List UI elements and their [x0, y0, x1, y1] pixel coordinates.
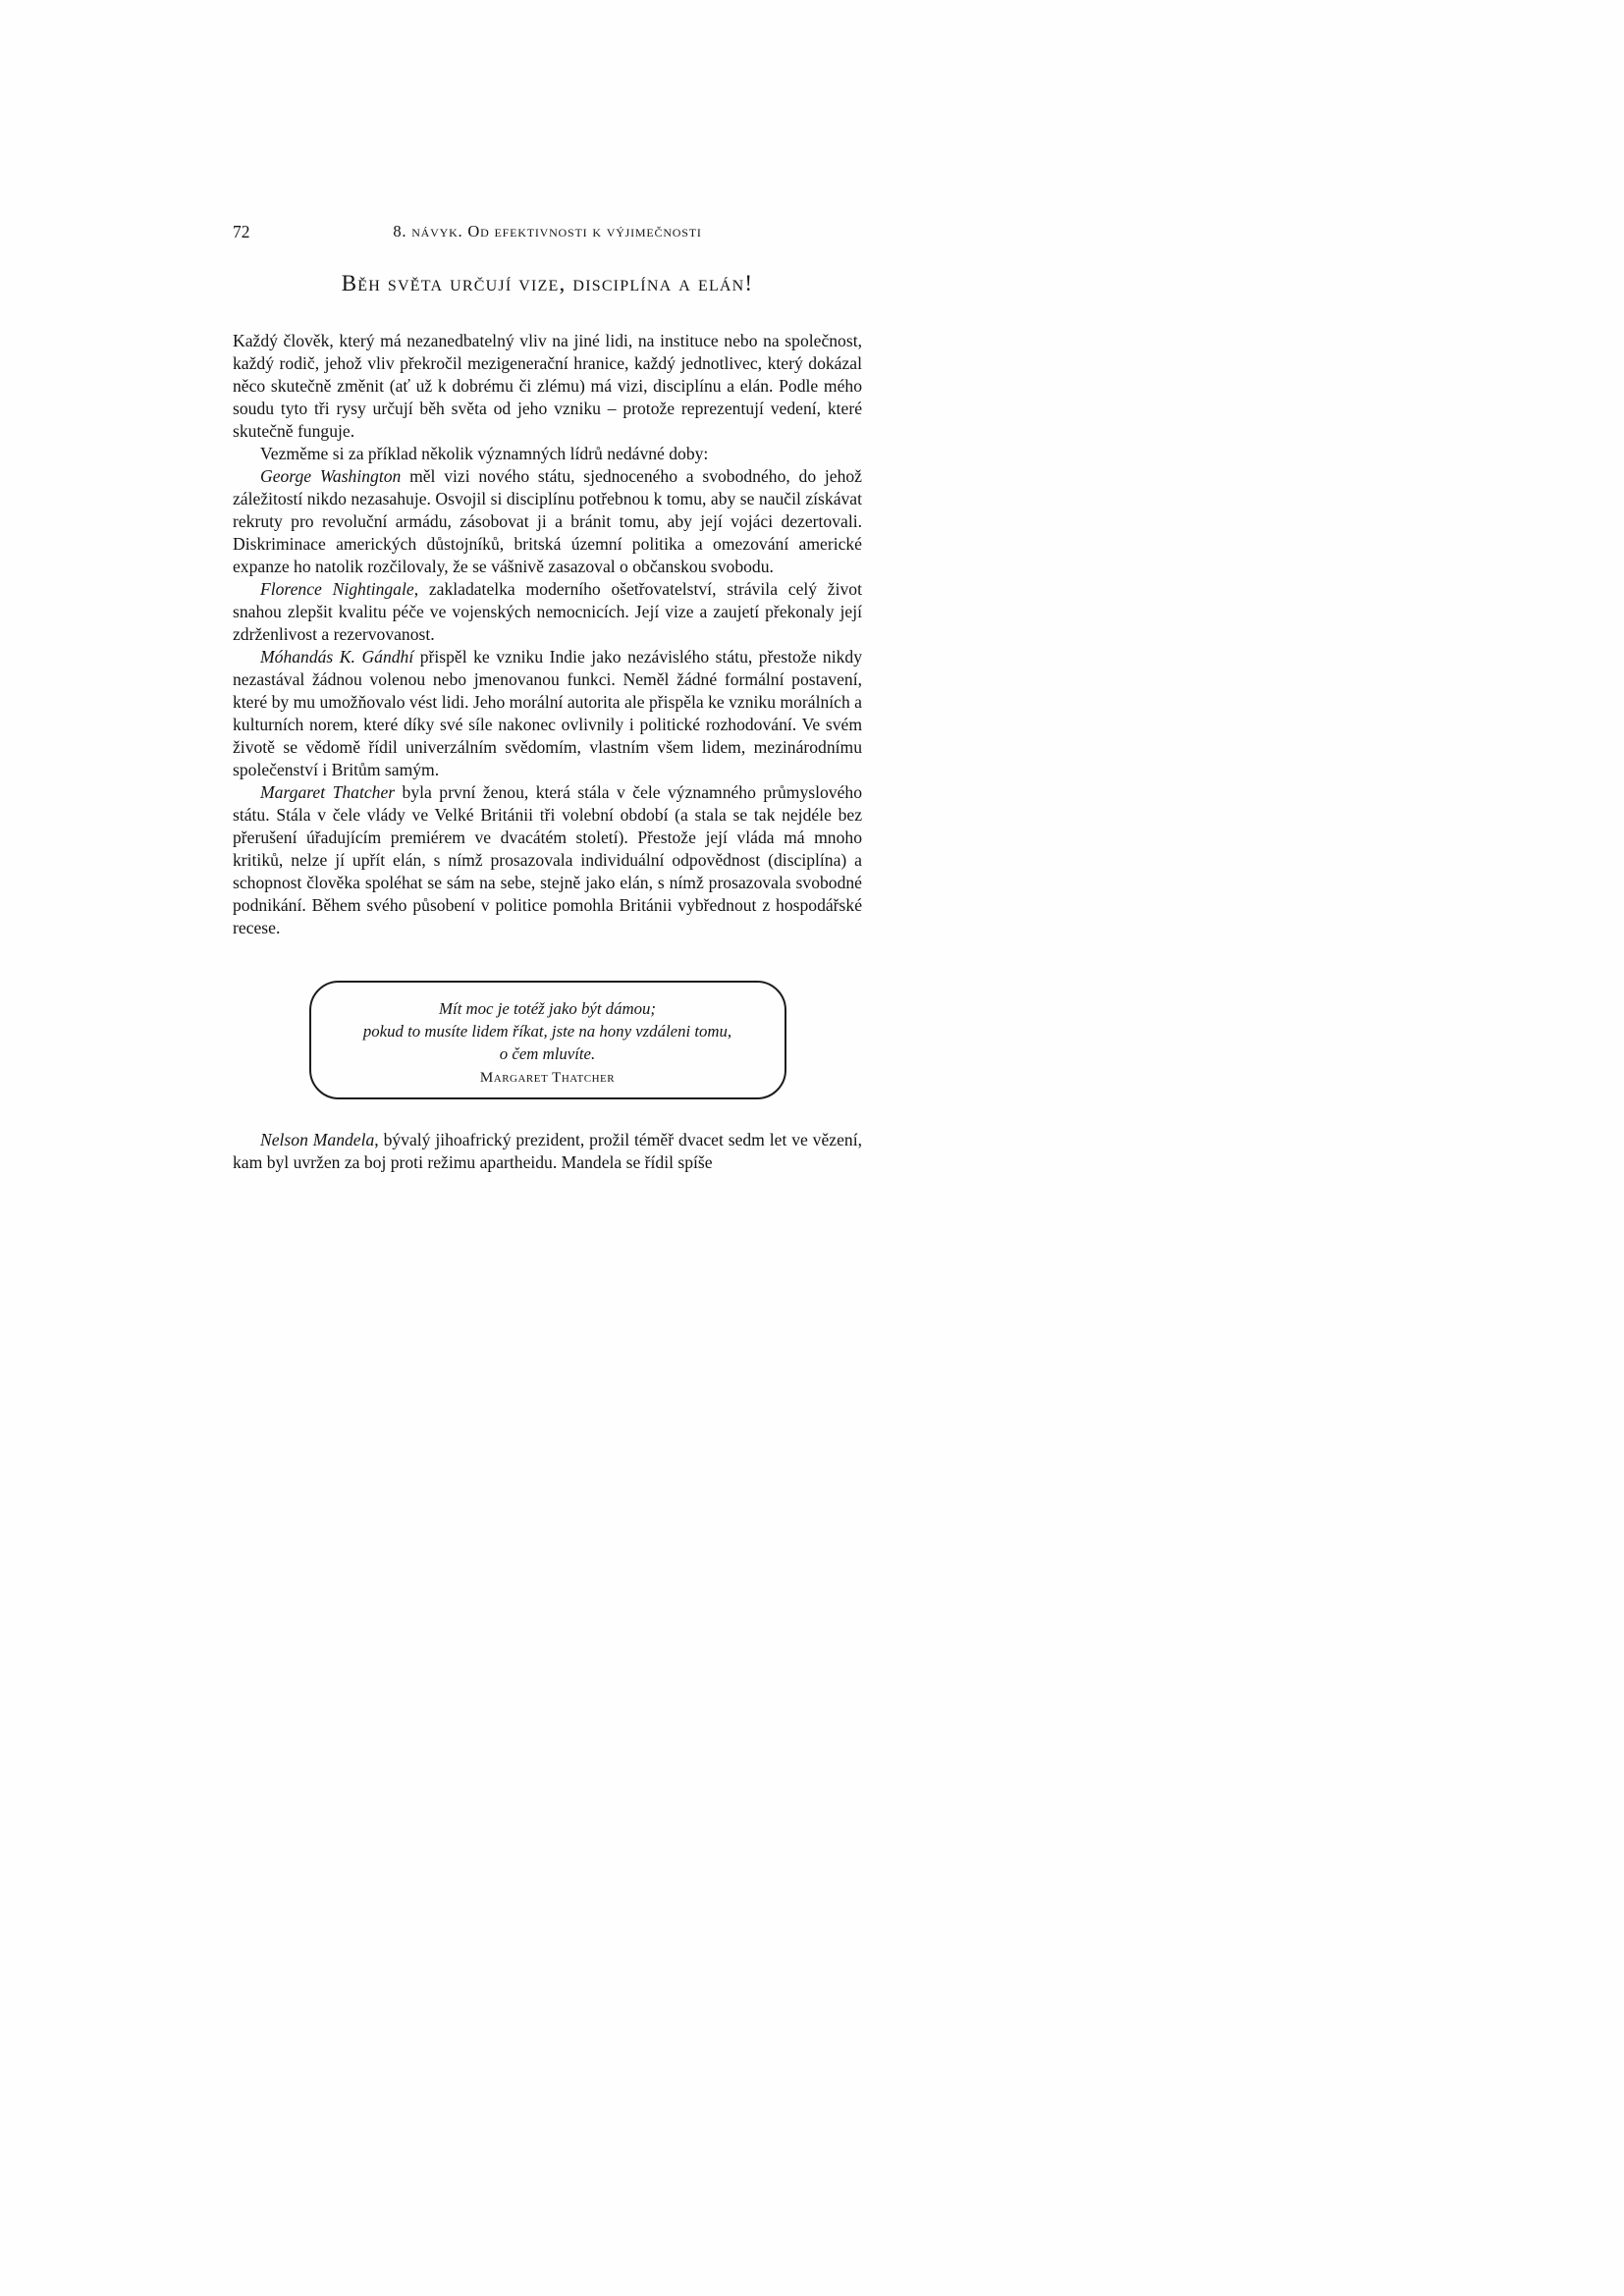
paragraph: Margaret Thatcher byla první ženou, která stála v čele významného průmyslového státu. Stála v čele vlády ve Velké Británii tři volební období (a stala se tak nejdéle bez přerušení úřadujícím premiérem ve dvacátém století). Přestože její vláda má mnoho kritiků, nelze jí upřít elán, s nímž prosazovala individuální odpovědnost (disciplína) a schopnost člověka spoléhat se sám na sebe, stejně jako elán, s nímž prosazovala svobodné podnikání. Během svého působení v politice pomohla Británii vybřednout z hospodářské recese. — [233, 782, 862, 937]
quote-box — [309, 981, 786, 1099]
page-number: 72 — [233, 222, 250, 241]
paragraph: Každý člověk, který má nezanedbatelný vliv na jiné lidi, na instituce nebo na společnost, každý rodič, jehož vliv překročil mezigenerační hranice, každý jednotlivec, který dokázal něco skutečně změnit (ať už k dobrému či zlému) má vizi, disciplínu a elán. Podle mého soudu tyto tři rysy určují běh světa od jeho vzniku – protože reprezentují vedení, které skutečně funguje. — [233, 331, 862, 441]
quote-line: pokud to musíte lidem říkat, jste na hony vzdáleni tomu, — [362, 1022, 732, 1041]
quote-attribution: Margaret Thatcher — [479, 1070, 616, 1086]
paragraph: Florence Nightingale, zakladatelka moderního ošetřovatelství, strávila celý život snahou zlepšit kvalitu péče ve vojenských nemocnicích. Její vize a zaujetí překonaly její zdrženlivost a rezervovanost. — [233, 579, 862, 644]
chapter-running-title: 8. návyk. Od efektivnosti k výjimečnosti — [393, 222, 702, 240]
body-paragraphs — [233, 330, 862, 939]
person-name: George Washington — [260, 466, 402, 486]
paragraph: George Washington měl vizi nového státu, sjednoceného a svobodného, do jehož záležitostí nikdo nezasahuje. Osvojil si disciplínu potřebnou k tomu, aby se naučil získávat rekruty pro revoluční armádu, zásobovat ji a bránit tomu, aby její vojáci dezertovali. Diskriminace amerických důstojníků, britská územní politika a omezování americké expanze ho natolik rozčilovaly, že se vášnivě zasazoval o občanskou svobodu. — [233, 466, 862, 576]
person-name: Margaret Thatcher — [260, 782, 396, 802]
quote-line: o čem mluvíte. — [499, 1044, 596, 1063]
paragraph: Vezměme si za příklad několik významných lídrů nedávné doby: — [260, 444, 709, 463]
quote-line: Mít moc je totéž jako být dámou; — [439, 999, 656, 1018]
person-name: Nelson Mandela — [260, 1130, 375, 1149]
paragraph: Nelson Mandela, bývalý jihoafrický prezident, prožil téměř dvacet sedm let ve vězení, kam byl uvržen za boj proti režimu apartheidu. Mandela se řídil spíše — [233, 1130, 862, 1172]
section-title: Běh světa určují vize, disciplína a elán! — [341, 271, 754, 295]
text-column — [233, 222, 862, 1174]
running-header — [233, 222, 862, 245]
person-name: Florence Nightingale — [260, 579, 414, 599]
closing-paragraphs — [233, 1129, 862, 1174]
paragraph: Móhandás K. Gándhí přispěl ke vzniku Indie jako nezávislého státu, přestože nikdy nezastával žádnou volenou nebo jmenovanou funkci. Neměl žádné formální postavení, které by mu umožňovalo vést lidi. Jeho morální autorita ale přispěla ke vzniku morálních a kulturních norem, které díky své síle nakonec ovlivnily i politické rozhodování. Ve svém životě se vědomě řídil univerzálním svědomím, vlastním všem lidem, mezinárodnímu společenství i Britům samým. — [233, 647, 863, 779]
person-name: Móhandás K. Gándhí — [260, 647, 414, 667]
